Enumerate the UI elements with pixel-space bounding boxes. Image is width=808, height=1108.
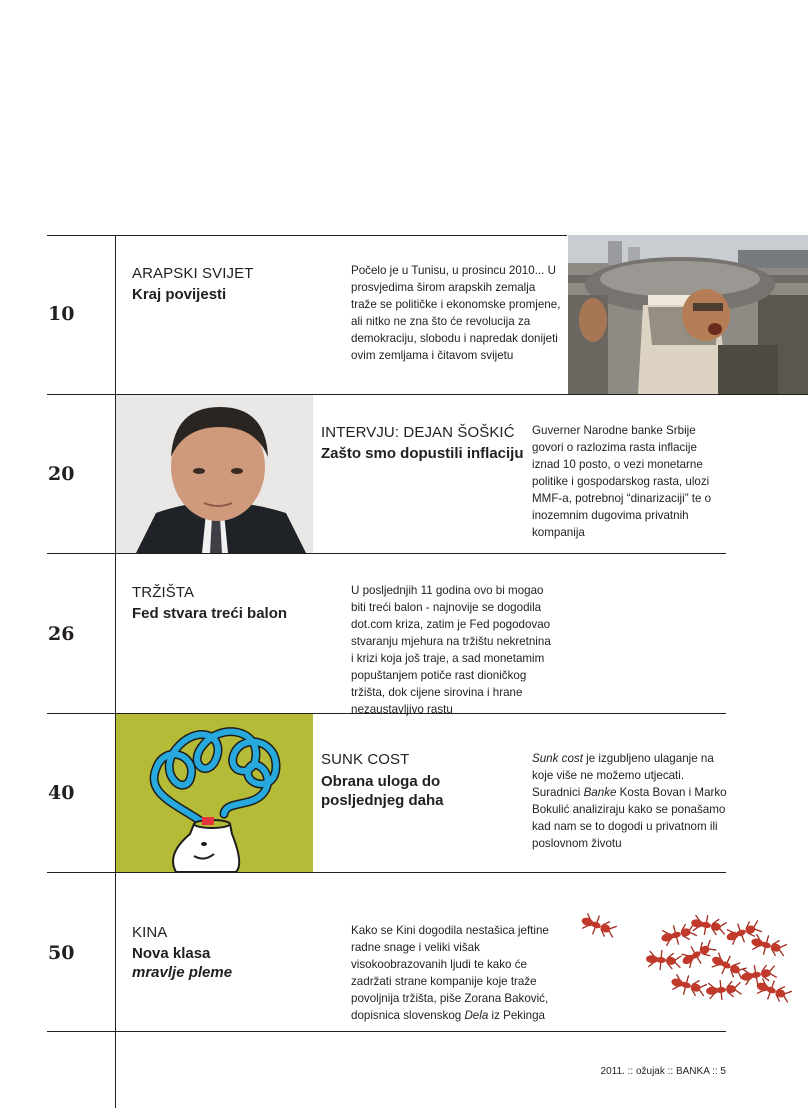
description-text: iz Pekinga [488,1009,546,1022]
ant-icon [578,910,618,941]
headline[interactable]: Obrana uloga do posljednjeg daha [321,773,444,809]
article-description: Počelo je u Tunisu, u prosincu 2010... U prosvjedima širom arapskih zemalja traže se političke i ekonomske promjene, ali nitko ne zna što će revolucija za demokraciju, slobodu i napredak donijeti ovim zemljama i čitavom svijetu [351,264,561,362]
section-label: KINA [132,924,168,941]
headline[interactable]: Zašto smo dopustili inflaciju [321,445,524,462]
headline[interactable] [132,944,332,982]
description-italic: Sunk cost [532,752,583,765]
ant-icon [645,949,682,972]
article-description [532,750,728,852]
description-text: Kako se Kini dogodila nestašica jeftine radne snage i veliki višak visokoobrazovanih ljudi te kako će zadržati strane kompanije koje traže povoljnija tržišta, piše Zorana Baković, dopisnica slovenskog [351,924,549,1022]
section-label: ARAPSKI SVIJET [132,265,254,282]
section-label: TRŽIŠTA [132,584,195,601]
headline[interactable]: Fed stvara treći balon [132,605,288,622]
ants-illustration [566,905,796,1010]
rule-row-2 [47,553,726,554]
page-number: 40 [48,782,75,804]
page-number: 10 [48,303,75,325]
rule-vertical [115,235,116,1108]
sunk-cost-illustration [116,714,313,872]
section-label: INTERVJU: DEJAN ŠOŠKIĆ [321,424,515,441]
section-label: SUNK COST [321,751,410,768]
governor-portrait-photo [116,395,313,553]
ant-icon [753,975,793,1006]
ant-icon [678,936,718,971]
article-description: U posljednjih 11 godina ovo bi mogao biti treći balon - najnovije se dogodila dot.com kriza, zatim je Fed pogodovao stvaranju mjehura na tržištu nekretnina i krizi koja još traje, a sad monetamim popuštanjem potiče rast dioničkog tržišta, dok cijene sirovina i hrane nezaustavljivo rastu [351,584,551,716]
description-italic: Banke [583,786,617,799]
rule-top [47,235,567,236]
rule-row-5 [47,1031,726,1032]
headline[interactable]: Kraj povijesti [132,286,227,303]
page-footer: 2011. :: ožujak :: BANKA :: 5 [600,1066,726,1077]
protester-photo [568,235,808,394]
article-description: Guverner Narodne banke Srbije govori o razlozima rasta inflacije iznad 10 posto, o vezi monetarne politike i gospodarskog rasta, ulozi MMF-a, potrebnoj “dinarizaciji” te o inozemnim dugovima privatnih kompanija [532,424,712,539]
ant-icon [705,978,742,1001]
headline-text: Nova klasa [132,945,211,962]
ant-icon [669,971,708,999]
page-number: 26 [48,623,75,645]
page-number: 50 [48,942,75,964]
description-text: je izgubljeno ulaganje na koje više ne možemo utjecati. Suradnici [532,752,714,799]
description-text: Kosta Bovan i Marko Bokulić analiziraju kako se ponašamo kad nam se to dogodi u privatnom ili poslovnom životu [532,786,727,850]
description-italic: Dela [464,1009,489,1022]
rule-row-4 [47,872,726,873]
article-description [351,922,556,1024]
page-number: 20 [48,463,75,485]
headline-italic: mravlje pleme [132,964,233,981]
